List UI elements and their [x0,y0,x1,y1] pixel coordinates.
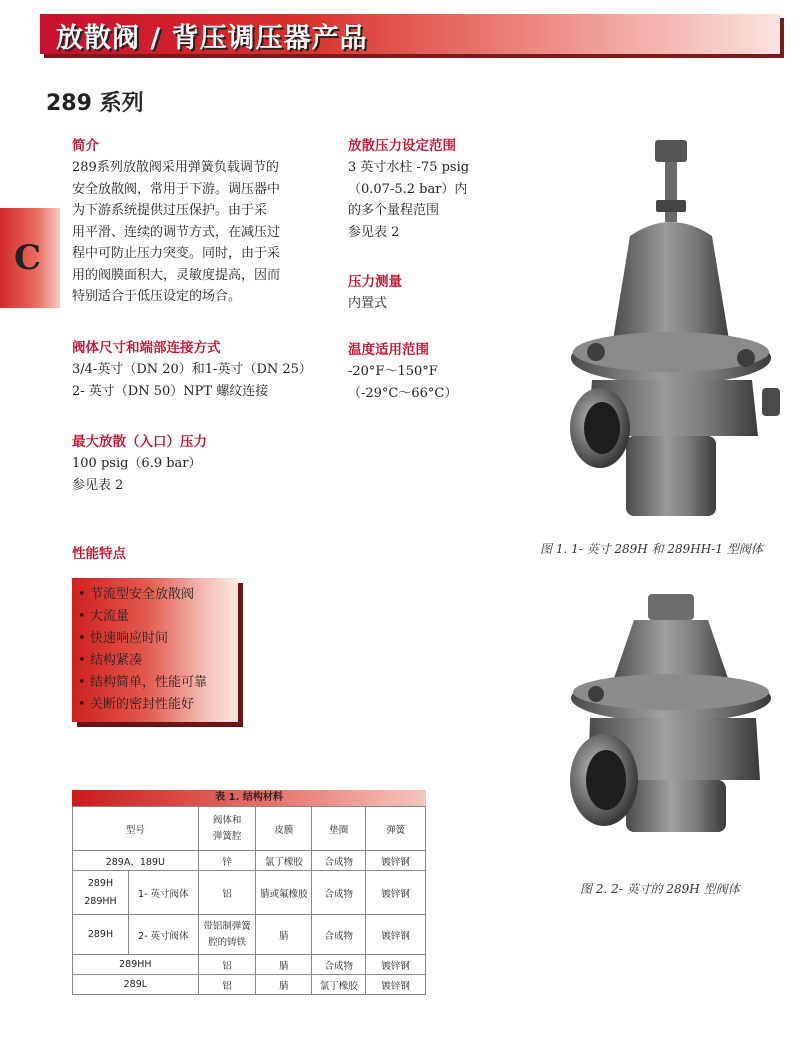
cell-diaphragm: 腈 [256,975,312,995]
cell-model [73,871,129,915]
feature-text: 结构紧凑 [90,653,143,668]
bullet-icon: • [78,675,86,690]
cell-gasket: 合成物 [312,915,366,955]
pressure-sensing-text [348,293,528,315]
max-relief-heading: 最大放散（入口）压力 [72,434,207,450]
cell-size: 1- 英寸阀体 [128,871,198,915]
cell-spring: 镀锌钢 [366,915,426,955]
cell-diaphragm: 腈 [256,915,312,955]
intro-section [72,134,332,308]
features-box [72,578,238,722]
cell-gasket: 合成物 [312,871,366,915]
intro-line: 289系列放散阀采用弹簧负载调节的 [72,160,279,175]
cell-spring: 镀锌钢 [366,871,426,915]
feature-text: 节流型安全放散阀 [90,587,195,602]
table-row [73,975,426,995]
intro-line: 为下游系统提供过压保护。由于采 [72,203,268,218]
series-title: 289 系列 [46,91,144,116]
bullet-icon: • [78,697,86,712]
cell-gasket: 合成物 [312,851,366,871]
relief-range-text [348,157,528,243]
relief-range-line: 参见表 2 [348,224,400,240]
materials-grid [72,806,426,995]
cell-body [198,915,256,955]
cell-body-line: 带铝制弹簧 [203,920,251,932]
bullet-icon: • [78,653,86,668]
table-title: 表 1. 结构材料 [72,790,426,806]
feature-item [78,650,238,672]
th-model: 型号 [73,807,199,851]
intro-line: 用的阀膜面积大，灵敏度提高，因而 [72,267,281,283]
max-relief-line: 参见表 2 [72,477,124,493]
materials-table [72,790,426,995]
feature-text: 结构简单，性能可靠 [90,675,208,690]
section-letter: C [14,238,42,278]
intro-text [72,157,332,308]
header-banner [40,14,780,54]
cell-model: 289A、189U [73,851,199,871]
th-gasket: 垫圈 [312,807,366,851]
intro-line: 用平滑、连续的调节方式，在减压过 [72,224,281,240]
section-tab [0,208,60,308]
intro-line: 程中可防止压力突变。同时，由于采 [72,246,281,261]
cell-diaphragm: 氯丁橡胶 [256,851,312,871]
feature-item [78,672,238,694]
pressure-sensing-heading: 压力测量 [348,274,402,290]
cell-diaphragm: 腈 [256,955,312,975]
cell-model-line: 289HH [84,895,117,907]
valve-1inch-photo [552,136,788,526]
feature-text: 大流量 [90,609,130,624]
pressure-sensing-section [348,270,528,315]
table-header-row [73,807,426,851]
pressure-sensing-line: 内置式 [348,296,388,311]
table-row [73,915,426,955]
figure-2-caption: 图 2. 2- 英寸的 289H 型阀体 [580,882,740,896]
body-size-text [72,359,332,402]
cell-body: 铝 [198,955,256,975]
relief-range-section [348,134,528,243]
cell-diaphragm: 腈或氟橡胶 [256,871,312,915]
relief-range-line: 3 英寸水柱 -75 psig [348,160,470,175]
cell-spring: 镀锌钢 [366,975,426,995]
valve-2inch-photo [560,590,782,840]
th-diaphragm: 皮膜 [256,807,312,851]
max-relief-section [72,430,332,496]
feature-text: 关断的密封性能好 [90,697,195,712]
cell-gasket: 合成物 [312,955,366,975]
table-row [73,871,426,915]
th-body [198,807,256,851]
page-title: 放散阀 / 背压调压器产品 [56,23,368,54]
cell-body: 铝 [198,871,256,915]
cell-model: 289HH [73,955,199,975]
features-heading: 性能特点 [72,546,126,562]
intro-line: 安全放散阀，常用于下游。调压器中 [72,181,281,197]
temperature-section [348,338,528,404]
cell-gasket: 氯丁橡胶 [312,975,366,995]
bullet-icon: • [78,631,86,646]
body-size-line: 2- 英寸（DN 50）NPT 螺纹连接 [72,383,269,399]
temperature-text [348,361,528,404]
feature-item [78,584,238,606]
features-list [72,578,238,716]
th-spring: 弹簧 [366,807,426,851]
bullet-icon: • [78,587,86,602]
table-row [73,955,426,975]
intro-heading: 简介 [72,138,99,154]
feature-item [78,694,238,716]
intro-line: 特别适合于低压设定的场合。 [72,289,242,304]
body-size-section [72,336,332,402]
temperature-line: （-29°C～66°C） [348,385,458,401]
cell-body-line: 腔的铸铁 [208,936,247,948]
temperature-line: -20°F～150°F [348,364,438,379]
bullet-icon: • [78,609,86,624]
cell-size: 2- 英寸阀体 [128,915,198,955]
temperature-heading: 温度适用范围 [348,342,429,358]
relief-range-line: （0.07-5.2 bar）内 [348,181,468,197]
cell-model: 289H [73,915,129,955]
body-size-heading: 阀体尺寸和端部连接方式 [72,340,221,356]
cell-model-line: 289H [87,877,114,889]
cell-model: 289L [73,975,199,995]
feature-item [78,606,238,628]
cell-spring: 镀锌钢 [366,851,426,871]
feature-text: 快速响应时间 [90,631,169,646]
body-size-line: 3/4-英寸（DN 20）和1-英寸（DN 25） [72,362,312,377]
cell-spring: 镀锌钢 [366,955,426,975]
table-row [73,851,426,871]
th-body-line: 阀体和 [212,814,242,826]
max-relief-line: 100 psig（6.9 bar） [72,456,202,471]
relief-range-line: 的多个量程范围 [348,203,440,218]
relief-range-heading: 放散压力设定范围 [348,138,456,154]
th-body-line: 弹簧腔 [212,830,242,842]
figure-1-caption: 图 1. 1- 英寸 289H 和 289HH-1 型阀体 [540,542,763,556]
cell-body: 铝 [198,975,256,995]
feature-item [78,628,238,650]
cell-body: 锌 [198,851,256,871]
max-relief-text [72,453,332,496]
